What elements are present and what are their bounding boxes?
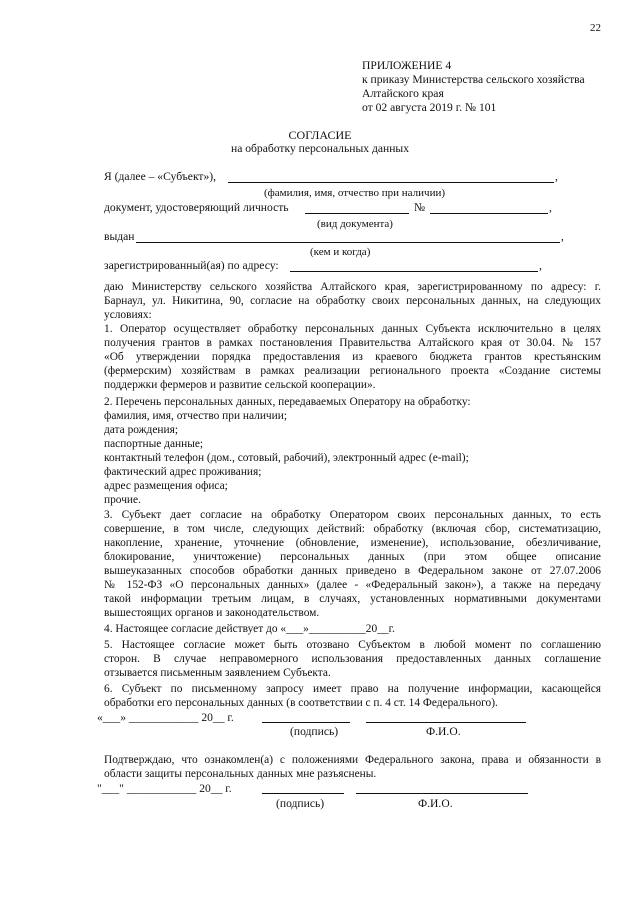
fio-label: Ф.И.О.	[426, 725, 461, 738]
list-item: адрес размещения офиса;	[104, 480, 228, 492]
address-label: зарегистрированный(ая) по адресу:	[104, 259, 279, 272]
comma: ,	[555, 170, 558, 183]
fio-line[interactable]	[366, 722, 526, 723]
body-line: 2. Перечень персональных данных, передаваемых Оператору на обработку:	[104, 396, 471, 408]
sign-date: "___" ____________ 20__ г.	[97, 782, 232, 795]
body-line: 1. Оператор осуществляет обработку персональных данных Субъекта исключительно в целях	[104, 323, 601, 335]
body-line: накопление, хранение, уточнение (обновление, изменение), использование, обезличивание,	[104, 537, 601, 549]
body-line: № 152-ФЗ «О персональных данных» (далее - «Федеральный закон»), а также на передачу	[104, 579, 601, 591]
appendix-region: Алтайского края	[362, 87, 444, 100]
list-item: фактический адрес проживания;	[104, 466, 262, 478]
fio-line[interactable]	[356, 793, 528, 794]
signature-line[interactable]	[262, 793, 344, 794]
body-line: 3. Субъект дает согласие на обработку Оператором своих персональных данных, то есть	[104, 509, 601, 521]
page-number: 22	[590, 22, 601, 34]
comma: ,	[549, 201, 552, 214]
body-line: получения грантов в рамках постановления Правительства Алтайского края от 30.04. № 157	[104, 337, 601, 349]
appendix-date: от 02 августа 2019 г. № 101	[362, 101, 497, 114]
list-item: паспортные данные;	[104, 438, 204, 450]
body-line: даю Министерству сельского хозяйства Алтайского края, зарегистрированному по адресу: г.	[104, 281, 601, 293]
body-line: 6. Субъект по письменному запросу имеет право на получение информации, касающейся	[104, 683, 601, 695]
issued-label: выдан	[104, 230, 135, 243]
fio-hint: (фамилия, имя, отчество при наличии)	[264, 187, 446, 199]
document-number-field-line[interactable]	[430, 213, 548, 214]
comma: ,	[539, 259, 542, 272]
body-line: вышестоящих органов и законодательством.	[104, 607, 320, 619]
document-label: документ, удостоверяющий личность	[104, 201, 289, 214]
body-line: совершение, в том числе, следующих действий: обработку (включая сбор, систематизацию,	[104, 523, 601, 535]
appendix-order: к приказу Министерства сельского хозяйства	[362, 73, 585, 86]
body-line: вышеуказанных способов обработки данных приведено в Федеральном законе от 27.07.2006	[104, 565, 601, 577]
list-item: прочие.	[104, 494, 141, 506]
body-line: условиях:	[104, 309, 152, 321]
body-line: отзывается письменным заявлением Субъекта.	[104, 667, 331, 679]
subject-label: Я (далее – «Субъект»),	[104, 170, 217, 183]
confirm-line: Подтверждаю, что ознакомлен(а) с положениями Федерального закона, права и обязанности в	[104, 754, 601, 766]
list-item: фамилия, имя, отчество при наличии;	[104, 410, 288, 422]
address-field-line[interactable]	[290, 271, 538, 272]
body-line: поддержки фермеров и развитие сельской кооперации».	[104, 379, 376, 391]
sign-date: «___» ____________ 20__ г.	[97, 711, 234, 724]
issued-hint: (кем и когда)	[310, 246, 371, 258]
fio-field-line[interactable]	[228, 182, 554, 183]
body-line: (фермерским) хозяйствам в рамках реализации регионального проекта «Создание системы	[104, 365, 601, 377]
body-line: обработки его персональных данных (в соответствии с п. 4 ст. 14 Федерального).	[104, 697, 498, 709]
confirm-line: области защиты персональных данных мне разъяснены.	[104, 768, 377, 780]
signature-label: (подпись)	[276, 797, 325, 810]
document-title: СОГЛАСИЕ	[288, 128, 352, 142]
document-subtitle: на обработку персональных данных	[230, 142, 409, 155]
fio-label: Ф.И.О.	[418, 797, 453, 810]
validity-line: 4. Настоящее согласие действует до «___»__________20__г.	[104, 623, 395, 635]
appendix-title: ПРИЛОЖЕНИЕ 4	[362, 59, 452, 72]
number-label: №	[414, 201, 426, 214]
body-line: сторон. В случае неправомерного использования предоставленных данных соглашение	[104, 653, 601, 665]
list-item: контактный телефон (дом., сотовый, рабочий), электронный адрес (e-mail);	[104, 452, 469, 464]
body-line: такой информации третьим лицам, в случаях, установленных нормативными документами	[104, 593, 601, 605]
issued-field-line[interactable]	[136, 242, 560, 243]
body-line: «Об утверждении порядка предоставления из краевого бюджета грантов крестьянским	[104, 351, 601, 363]
list-item: дата рождения;	[104, 424, 178, 436]
document-hint: (вид документа)	[317, 218, 393, 230]
body-line: 5. Настоящее согласие может быть отозвано Субъектом в любой момент по соглашению	[104, 639, 601, 651]
comma: ,	[561, 230, 564, 243]
body-line: блокирование, уничтожение) персональных данных (при этом общее описание	[104, 551, 601, 563]
document-type-field-line[interactable]	[305, 213, 409, 214]
signature-line[interactable]	[262, 722, 350, 723]
signature-label: (подпись)	[290, 725, 339, 738]
body-line: Барнаул, ул. Никитина, 90, согласие на обработку своих персональных данных, на следующих	[104, 295, 601, 307]
